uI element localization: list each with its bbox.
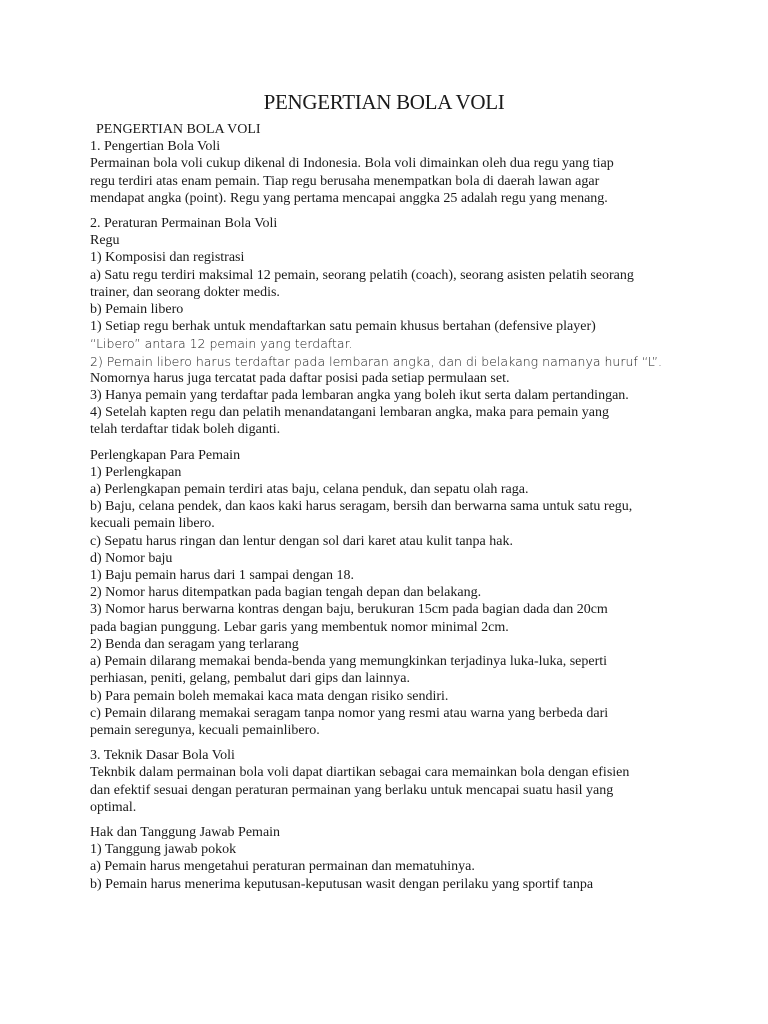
text-line: 3) Hanya pemain yang terdaftar pada lembaran angka yang boleh ikut serta dalam pertandingan. — [90, 388, 629, 404]
text-line: b) Pemain harus menerima keputusan-keputusan wasit dengan perilaku yang sportif tanpa — [90, 876, 594, 892]
text-line: b) Pemain libero — [90, 302, 184, 318]
text-line: Regu — [90, 233, 120, 249]
section-heading: Perlengkapan Para Pemain — [90, 447, 241, 463]
text-line: perhiasan, peniti, gelang, pembalut dari gips dan lainnya. — [90, 671, 410, 687]
text-line: Teknbik dalam permainan bola voli dapat diartikan sebagai cara memainkan bola dengan efisien — [90, 765, 630, 781]
text-line: 2) Benda dan seragam yang terlarang — [90, 636, 299, 652]
text-line: pemain seregunya, kecuali pemainlibero. — [90, 722, 320, 738]
text-line: c) Pemain dilarang memakai seragam tanpa nomor yang resmi atau warna yang berbeda dari — [90, 705, 609, 721]
document-body — [90, 121, 690, 893]
text-line: 1) Komposisi dan registrasi — [90, 250, 245, 266]
text-line: 1) Setiap regu berhak untuk mendaftarkan satu pemain khusus bertahan (defensive player) — [90, 319, 596, 335]
section-heading: 2. Peraturan Permainan Bola Voli — [90, 216, 278, 232]
text-line: dan efektif sesuai dengan peraturan permainan yang berlaku untuk mencapai suatu hasil yang — [90, 782, 614, 798]
text-line: Permainan bola voli cukup dikenal di Indonesia. Bola voli dimainkan oleh dua regu yang tiap — [90, 156, 614, 172]
text-line: 2) Pemain libero harus terdaftar pada lembaran angka, dan di belakang namanya huruf “L”. — [90, 353, 663, 369]
text-line: a) Satu regu terdiri maksimal 12 pemain, seorang pelatih (coach), seorang asisten pelatih seorang — [90, 267, 634, 283]
section-heading: 1. Pengertian Bola Voli — [90, 139, 221, 155]
text-line: a) Perlengkapan pemain terdiri atas baju, celana penduk, dan sepatu olah raga. — [90, 482, 529, 498]
text-line: c) Sepatu harus ringan dan lentur dengan sol dari karet atau kulit tanpa hak. — [90, 533, 513, 549]
text-line: 1) Perlengkapan — [90, 464, 182, 480]
text-line: 4) Setelah kapten regu dan pelatih menandatangani lembaran angka, maka para pemain yang — [90, 405, 609, 421]
text-line: regu terdiri atas enam pemain. Tiap regu berusaha menempatkan bola di daerah lawan agar — [90, 173, 600, 189]
section-heading: PENGERTIAN BOLA VOLI — [96, 122, 261, 137]
text-line: d) Nomor baju — [90, 550, 173, 566]
text-line: 2) Nomor harus ditempatkan pada bagian tengah depan dan belakang. — [90, 585, 482, 601]
section-heading: 3. Teknik Dasar Bola Voli — [90, 748, 235, 764]
page-title: PENGERTIAN BOLA VOLI — [263, 90, 505, 114]
text-line: 1) Tanggung jawab pokok — [90, 842, 237, 858]
text-line: mendapat angka (point). Regu yang pertama mencapai anggka 25 adalah regu yang menang. — [90, 190, 608, 206]
text-line: Nomornya harus juga tercatat pada daftar posisi pada setiap permulaan set. — [90, 370, 510, 386]
text-line: b) Baju, celana pendek, dan kaos kaki harus seragam, bersih dan berwarna sama untuk satu regu, — [90, 499, 633, 515]
text-line: b) Para pemain boleh memakai kaca mata dengan risiko sendiri. — [90, 688, 449, 704]
text-line: trainer, dan seorang dokter medis. — [90, 284, 280, 300]
text-line: “Libero” antara 12 pemain yang terdaftar. — [90, 336, 353, 352]
text-line: a) Pemain dilarang memakai benda-benda yang memungkinkan terjadinya luka-luka, seperti — [90, 654, 608, 670]
text-line: 3) Nomor harus berwarna kontras dengan baju, berukuran 15cm pada bagian dada dan 20cm — [90, 602, 608, 618]
text-line: kecuali pemain libero. — [90, 516, 215, 532]
text-line: telah terdaftar tidak boleh diganti. — [90, 422, 281, 438]
text-line: 1) Baju pemain harus dari 1 sampai dengan 18. — [90, 568, 354, 584]
text-line: a) Pemain harus mengetahui peraturan permainan dan mematuhinya. — [90, 859, 475, 875]
section-heading: Hak dan Tanggung Jawab Pemain — [90, 824, 281, 840]
text-line: optimal. — [90, 799, 137, 815]
text-line: pada bagian punggung. Lebar garis yang membentuk nomor minimal 2cm. — [90, 619, 509, 635]
